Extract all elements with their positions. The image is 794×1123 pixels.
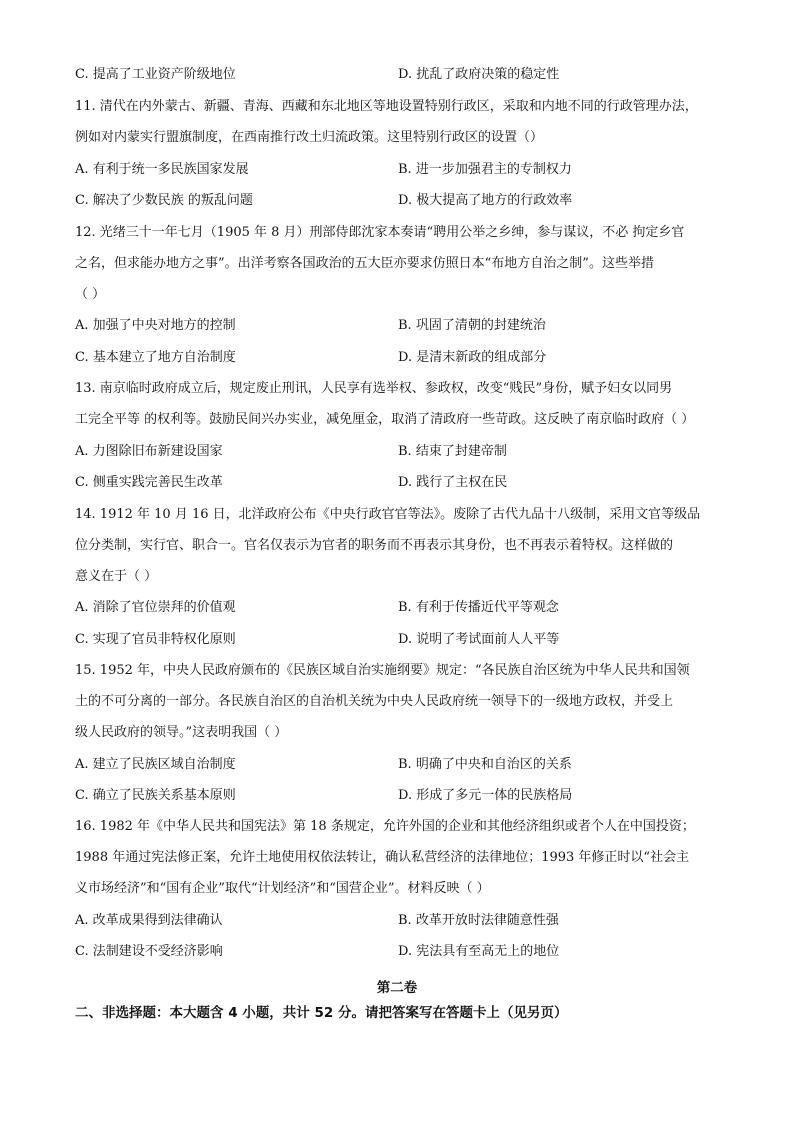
question-16-stem-line-3: 义市场经济”和“国有企业”取代“计划经济”和“国营企业”。材料反映（ ）	[75, 881, 490, 896]
question-12-option-b: B. 巩固了清朝的封建统治	[398, 318, 546, 333]
question-16-option-a: A. 改革成果得到法律确认	[75, 913, 223, 928]
question-16-stem-line-1: 16. 1982 年《中华人民共和国宪法》第 18 条规定，允许外国的企业和其他经济组织或者个人在中国投资；	[75, 819, 695, 834]
question-15-stem-line-1: 15. 1952 年，中央人民政府颁布的《民族区域自治实施纲要》规定：“各民族自治区统为中华人民共和国领	[75, 663, 690, 678]
question-12-stem-line-3: （ ）	[75, 287, 106, 302]
question-12-option-c: C. 基本建立了地方自治制度	[75, 350, 236, 365]
question-11-option-c: C. 解决了少数民族 的叛乱问题	[75, 193, 253, 208]
section-title: 第二卷	[376, 980, 418, 996]
section-heading: 二、非选择题：本大题含 4 小题，共计 52 分。请把答案写在答题卡上（见另页）	[75, 1005, 568, 1021]
question-13-option-d: D. 践行了主权在民	[398, 475, 508, 490]
question-15-option-a: A. 建立了民族区域自治制度	[75, 757, 236, 772]
question-13-option-a: A. 力图除旧布新建设国家	[75, 444, 223, 459]
prev-option-c: C. 提高了工业资产阶级地位	[75, 67, 236, 82]
question-14-stem-line-1: 14. 1912 年 10 月 16 日，北洋政府公布《中央行政官官等法》。废除了古代九品十八级制，采用文官等级品	[75, 507, 701, 522]
question-11-option-b: B. 进一步加强君主的专制权力	[398, 162, 572, 177]
question-14-option-d: D. 说明了考试面前人人平等	[398, 632, 560, 647]
question-15-option-b: B. 明确了中央和自治区的关系	[398, 757, 572, 772]
question-11-stem-line-2: 例如对内蒙实行盟旗制度，在西南推行改土归流政策。这里特别行政区的设置（）	[75, 130, 544, 145]
question-15-stem-line-2: 土的不可分离的一部分。各民族自治区的自治机关统为中央人民政府统一领导下的一级地方政权，并受上	[75, 694, 674, 709]
question-11-option-a: A. 有利于统一多民族国家发展	[75, 162, 249, 177]
question-15-option-c: C. 确立了民族关系基本原则	[75, 788, 236, 803]
question-12-stem-line-1: 12. 光绪三十一年七月（1905 年 8 月）刑部侍郎沈家本奏请“聘用公举之乡绅，参与谋议，不必 拘定乡官	[75, 225, 685, 240]
question-13-stem-line-1: 13. 南京临时政府成立后，规定废止刑讯，人民享有选举权、参政权，改变“贱民”身份，赋予妇女以同男	[75, 381, 673, 396]
question-13-option-c: C. 侧重实践完善民生改革	[75, 475, 223, 490]
prev-option-d: D. 扰乱了政府决策的稳定性	[398, 67, 560, 82]
question-16-option-c: C. 法制建设不受经济影响	[75, 944, 223, 959]
question-14-option-a: A. 消除了官位崇拜的价值观	[75, 600, 236, 615]
question-11-option-d: D. 极大提高了地方的行政效率	[398, 193, 573, 208]
question-16-option-b: B. 改革开放时法律随意性强	[398, 913, 559, 928]
question-16-option-d: D. 宪法具有至高无上的地位	[398, 944, 560, 959]
question-14-stem-line-3: 意义在于（ ）	[75, 569, 158, 584]
question-15-stem-line-3: 级人民政府的领导。”这表明我国（ ）	[75, 725, 288, 740]
question-12-option-a: A. 加强了中央对地方的控制	[75, 318, 236, 333]
question-13-stem-line-2: 工完全平等 的权利等。鼓励民间兴办实业，减免厘金，取消了清政府一些苛政。这反映了南京临时政府（ ）	[75, 412, 695, 427]
question-14-option-c: C. 实现了官员非特权化原则	[75, 632, 236, 647]
question-14-stem-line-2: 位分类制，实行官、职合一。官名仅表示为官者的职务而不再表示其身份，也不再表示着特权。这样做的	[75, 538, 674, 553]
question-12-stem-line-2: 之名，但求能办地方之事”。出洋考察各国政治的五大臣亦要求仿照日本“布地方自治之制”。这些举措	[75, 256, 654, 271]
question-14-option-b: B. 有利于传播近代平等观念	[398, 600, 559, 615]
question-11-stem-line-1: 11. 清代在内外蒙古、新疆、青海、西藏和东北地区等地设置特别行政区，采取和内地不同的行政管理办法，	[75, 99, 698, 114]
question-13-option-b: B. 结束了封建帝制	[398, 444, 507, 459]
question-12-option-d: D. 是清末新政的组成部分	[398, 350, 547, 365]
question-15-option-d: D. 形成了多元一体的民族格局	[398, 788, 573, 803]
question-16-stem-line-2: 1988 年通过宪法修正案，允许土地使用权依法转让，确认私营经济的法律地位；1993 年修正时以“社会主	[75, 850, 690, 865]
